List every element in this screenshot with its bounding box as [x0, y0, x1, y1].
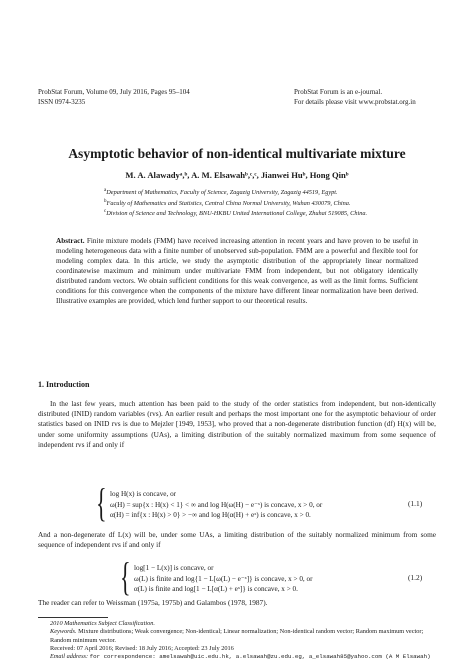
equation-line: log H(x) is concave, or [110, 490, 177, 498]
website-line: For details please visit www.probstat.org.in [294, 97, 416, 106]
left-brace: { [96, 480, 107, 525]
equation-number: (1.2) [408, 573, 423, 582]
affiliations [104, 187, 424, 219]
left-brace: { [120, 554, 131, 599]
footnote-rule [38, 617, 108, 618]
equation-line: log[1 − L(x)] is concave, or [134, 564, 214, 572]
journal-volume-line: ProbStat Forum, Volume 09, July 2016, Pages 95–104 [38, 88, 190, 96]
msc-line: 2010 Mathematics Subject Classification. [50, 620, 155, 627]
footnotes [38, 620, 436, 661]
keywords-line: Keywords. Mixture distributions; Weak convergence; Non-identical; Linear normalization; Non-identical random vector; Random maximum vector; Random minimum vector. [50, 628, 424, 644]
equation-line: ω(H) = sup{x : H(x) < 1} < ∞ and log H(ω(H) − e⁻ˣ) is concave, x > 0, or [110, 500, 323, 509]
intro-paragraph-3: The reader can refer to Weissman (1975a, 1975b) and Galambos (1978, 1987). [38, 598, 268, 607]
equation-line: ω(L) is finite and log{1 − L[ω(L) − e⁻ˣ]} is concave, x > 0, or [134, 574, 313, 583]
received-line: Received: 07 April 2016; Revised: 18 July 2016; Accepted: 23 July 2016 [50, 644, 234, 652]
ejournal-line: ProbStat Forum is an e-journal. [294, 88, 383, 96]
affiliation-c: $^c$Division of Science and Technology, BNU-HKBU United International College, Zhuhai 519085, China. [104, 209, 368, 218]
journal-header-right [294, 88, 454, 107]
affiliation-a: $^a$Department of Mathematics, Faculty of Science, Zagazig University, Zagazig 44519, Egypt. [104, 188, 338, 197]
paper-title: Asymptotic behavior of non-identical multivariate mixture [68, 146, 406, 161]
author-list: M. A. Alawadyᵃ,ᵇ, A. M. Elsawahᵇ,ᶜ,ᶜ, Jianwei Huᵇ, Hong Qinᵇ [125, 170, 349, 180]
equation-line: α(L) is finite and log[1 − L[α(L) + eˣ]} is concave, x > 0. [134, 585, 298, 593]
journal-header-left [38, 88, 268, 107]
affiliation-b: $^b$Faculty of Mathematics and Statistics, Central China Normal University, Wuhan 430079, China. [104, 198, 351, 207]
abstract-text: Finite mixture models (FMM) have received increasing attention in recent years and have proven to be useful in modeling heterogeneous data with a finite number of unobserved sub-population. FMM are a powerful and flexible tool for modeling complex data. In this article, we study the asymptotic distribution of the appropriately linear normalized coordinatewise maximum and minimum under multivariate FMM from independent, but not obligatory identically distributed random vectors. We obtain sufficient conditions for this weak convergence, as well as the limit forms. Sufficient conditions for this convergence when the components of the mixture have different linear normalization have been derived. Illustrative examples are provided, which lend further support to our theoretical results. [56, 237, 419, 305]
abstract-label: Abstract. [56, 237, 85, 245]
intro-paragraph-1: In the last few years, much attention has been paid to the study of the order statistics from independent, but non-identically distributed (INID) random variables (rvs). An earlier result and perhaps the most important one for the asymptotic behaviour of order statistics based on INID rvs is due to Mejzler [1949, 1953], who proved that a non-degenerate distribution function (df) H(x) will be, under some uniformity assumptions (UAs), a limiting distribution of the suitably normalized maximum from some sequence of independent rvs if and only if [38, 399, 436, 449]
equation-number: (1.1) [408, 499, 423, 508]
abstract [56, 236, 418, 306]
issn-line: ISSN 0974-3235 [38, 97, 86, 106]
equation-line: α(H) = inf{x : H(x) > 0} > −∞ and log H(α(H) + eˣ) is concave, x > 0. [110, 511, 311, 519]
email-line: Email address: for correspondence: amelsawah@uic.edu.hk, a.elsawah@zu.edu.eg, a_elsawah85@yahoo.com (A M Elsawah) [50, 653, 431, 661]
section-heading: 1. Introduction [38, 380, 90, 389]
intro-paragraph-2: And a non-degenerate df L(x) will be, under some UAs, a limiting distribution of the suitably normalized minimum from some sequence of independent rvs if and only if [38, 530, 436, 550]
